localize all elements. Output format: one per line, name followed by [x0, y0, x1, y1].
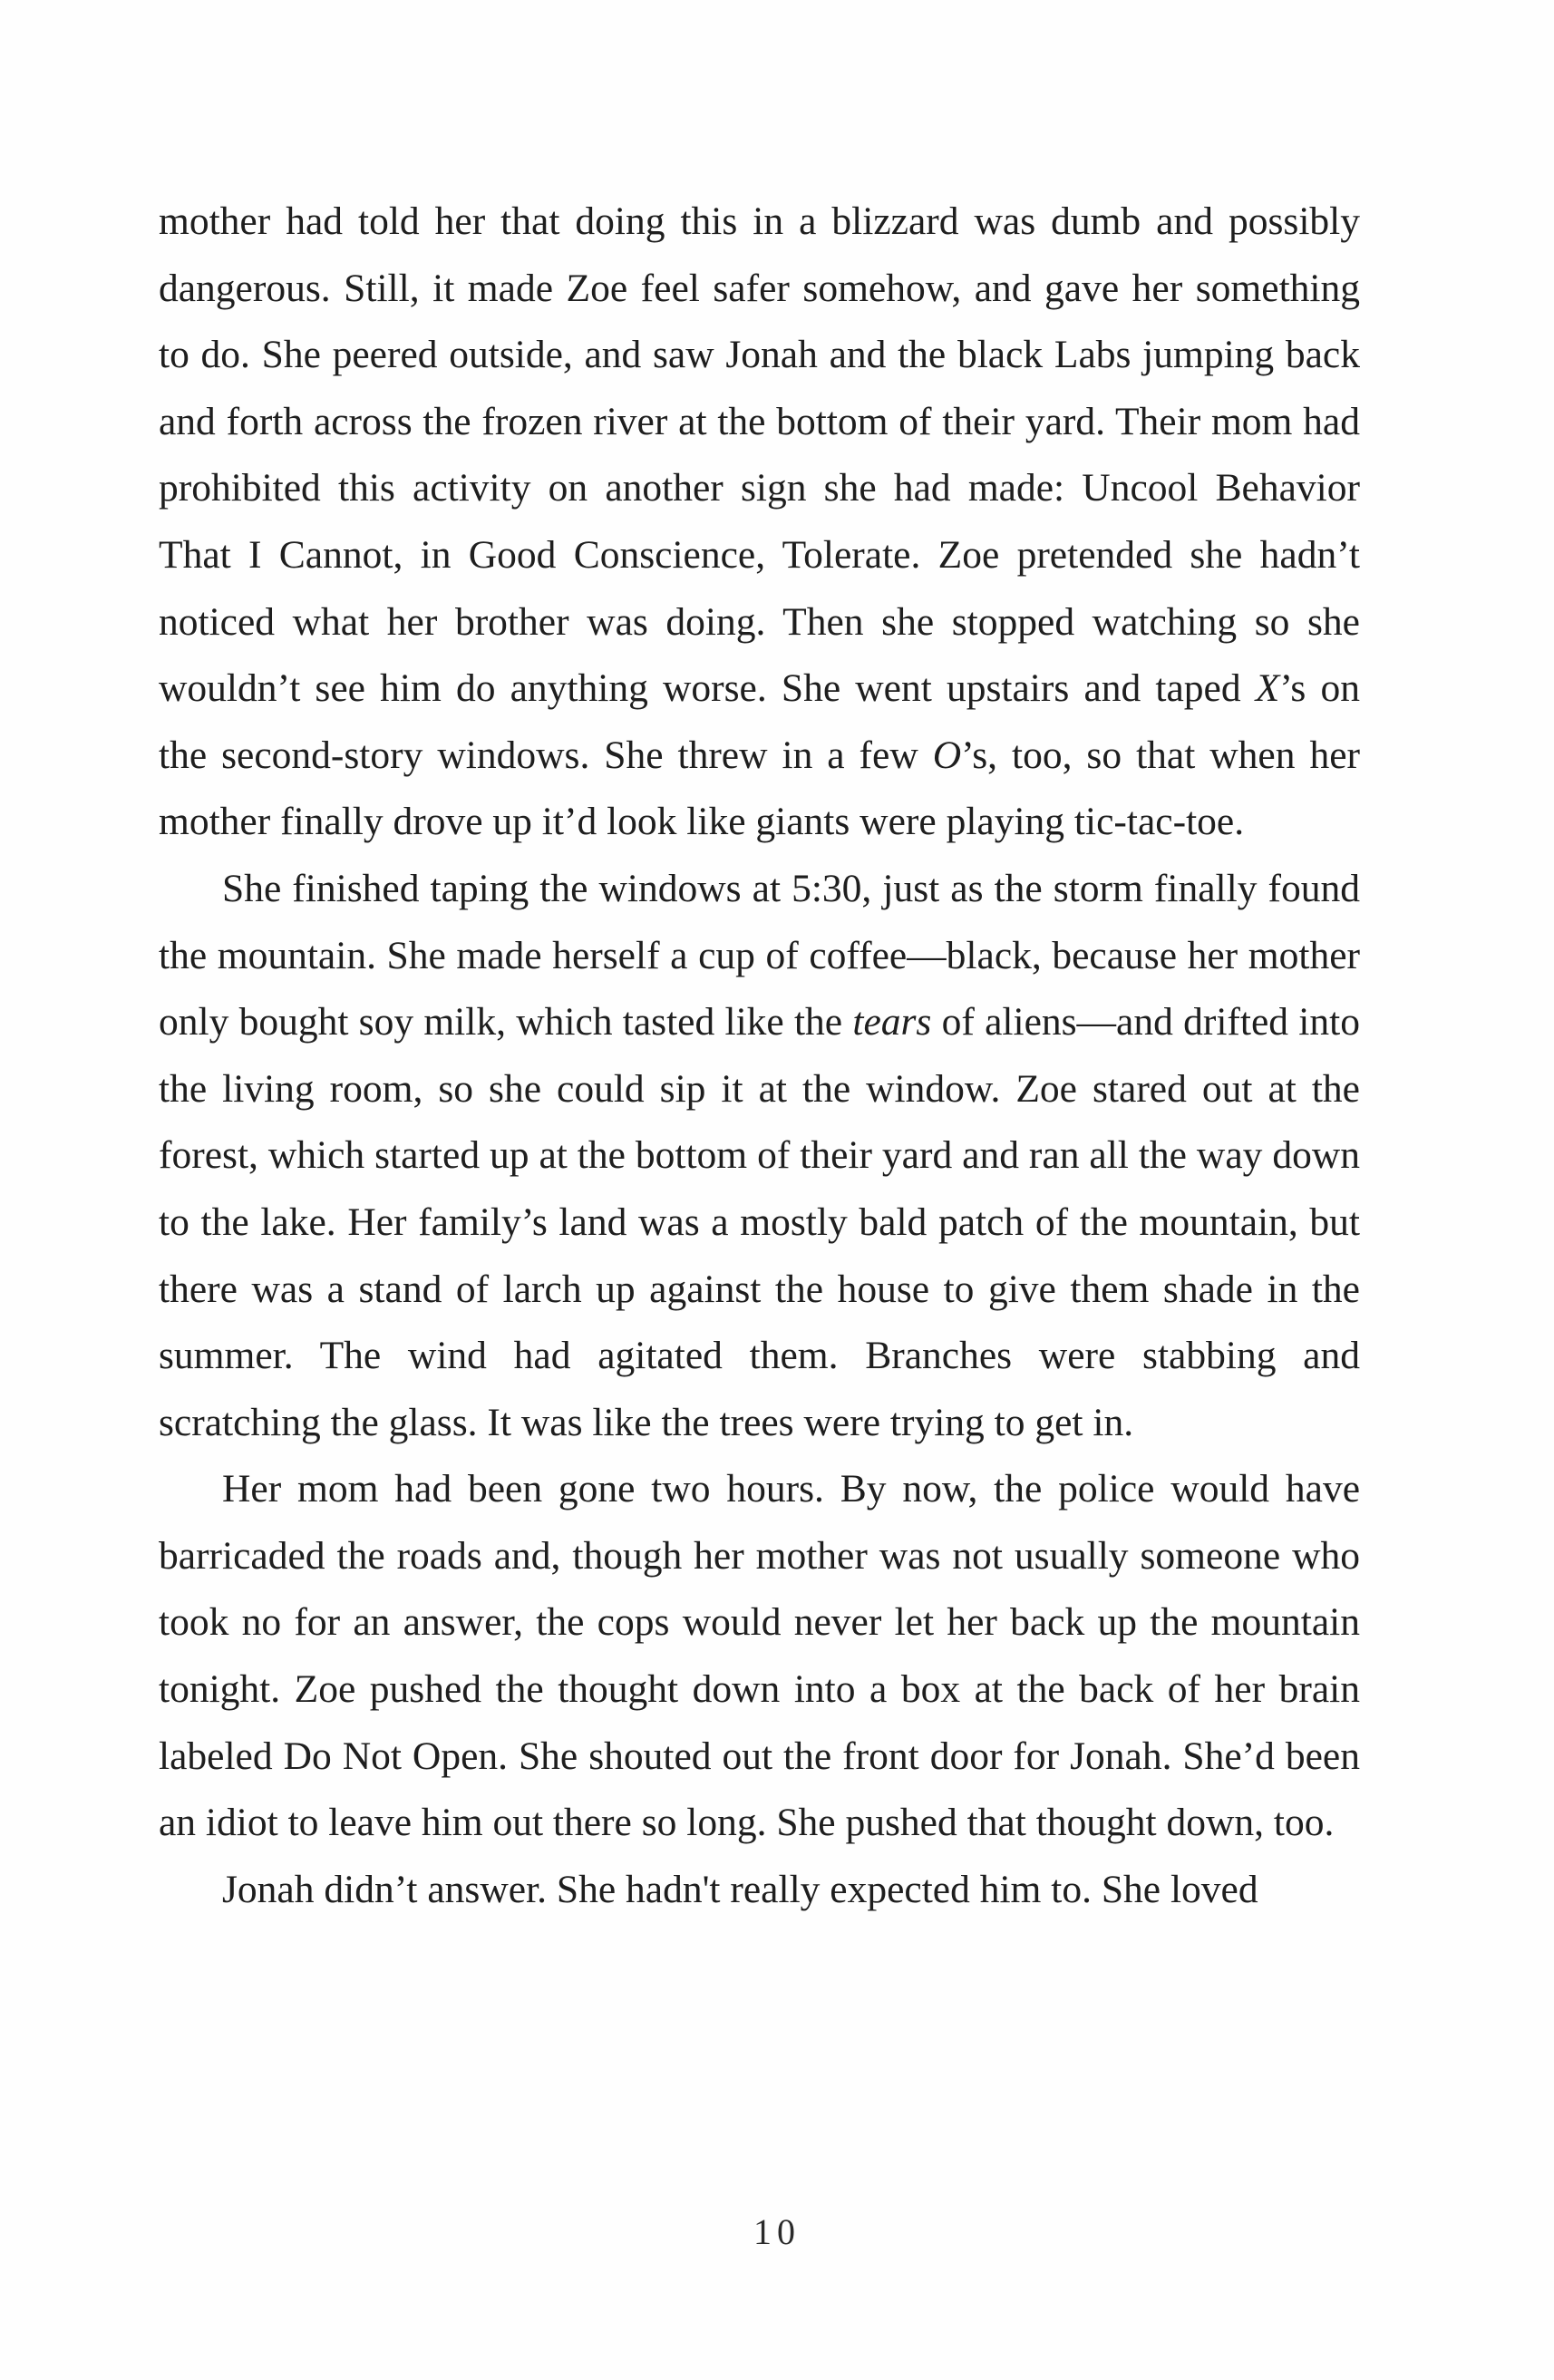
text-segment: She finished taping the windows at 5:30, just as the storm finally found the mountain. She made herself a cup of coffee—black, because her mother only bought soy milk, which tasted like the — [159, 866, 1360, 1044]
italic-text-segment: O — [932, 733, 962, 777]
text-segment: ’s, too, so that when her mother finally drove up it’d look like giants were playing tic-tac-toe. — [159, 733, 1360, 844]
text-segment: Jonah didn’t answer. She hadn't really expected him to. She loved — [222, 1867, 1258, 1911]
text-segment: of aliens—and drifted into the living room, so she could sip it at the window. Zoe stared out at the forest, which started up at the bottom of their yard and ran all the way down to the lake. Her family’s land was a mostly bald patch of the mountain, but there was a stand of larch up against the house to give them shade in the summer. The wind had agitated them. Branches were stabbing and scratching the glass. It was like the trees were trying to get in. — [159, 1000, 1360, 1444]
paragraph-1 — [159, 189, 1360, 856]
page-number: 10 — [753, 2211, 801, 2252]
italic-text-segment: X — [1255, 666, 1280, 711]
paragraph-2 — [159, 856, 1360, 1456]
italic-text-segment: tears — [852, 1000, 932, 1044]
body-text — [159, 189, 1360, 1923]
paragraph-4 — [159, 1857, 1360, 1924]
text-segment: ’s on the second-story windows. She threw in a few — [159, 666, 1360, 777]
text-segment: mother had told her that doing this in a blizzard was dumb and possibly dangerous. Still, it made Zoe feel safer somehow, and gave her something to do. She peered outside, and saw Jonah and the black Labs jumping back and forth across the frozen river at the bottom of their yard. Their mom had prohibited this activity on another sign she had made: Uncool Behavior That I Cannot, in Good Conscience, Tolerate. Zoe pretended she hadn’t noticed what her brother was doing. Then she stopped watching so she wouldn’t see him do anything worse. She went upstairs and taped — [159, 199, 1360, 711]
text-segment: Her mom had been gone two hours. By now, the police would have barricaded the roads and, though her mother was not usually someone who took no for an answer, the cops would never let her back up the mountain tonight. Zoe pushed the thought down into a box at the back of her brain labeled Do Not Open. She shouted out the front door for Jonah. She’d been an idiot to leave him out there so long. She pushed that thought down, too. — [159, 1467, 1360, 1845]
paragraph-3 — [159, 1456, 1360, 1857]
